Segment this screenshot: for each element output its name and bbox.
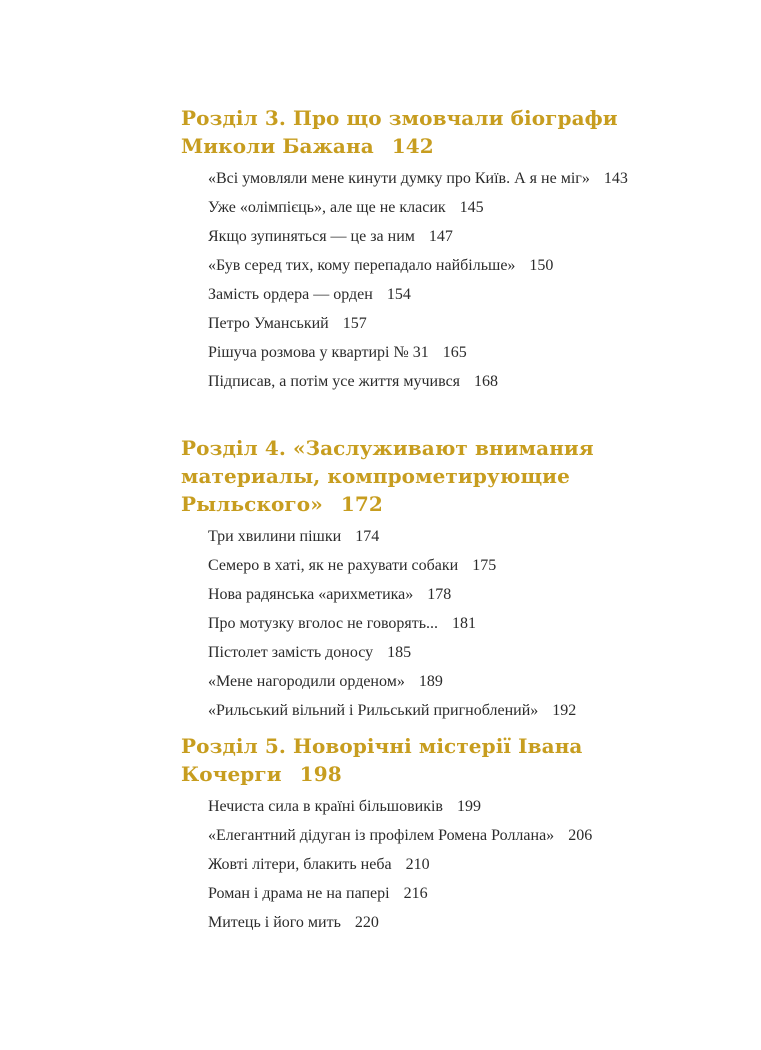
chapter-page-number: 142 (391, 134, 434, 158)
entry-page-number: 174 (355, 528, 380, 545)
toc-entry[interactable] (208, 166, 701, 191)
chapter-title: Розділ 5. Новорічні містерії Івана Кочерги (181, 734, 583, 786)
toc-entry[interactable] (208, 369, 701, 394)
section-list (181, 794, 701, 935)
toc-entry[interactable] (208, 698, 701, 723)
entry-title: Роман і драма не на папері (208, 885, 390, 902)
entry-page-number: 178 (427, 586, 452, 603)
chapter-page-number: 172 (340, 492, 383, 516)
toc-entry[interactable] (208, 582, 701, 607)
toc-entry[interactable] (208, 253, 701, 278)
entry-title: Петро Уманський (208, 315, 329, 332)
entry-title: «Всі умовляли мене кинути думку про Київ. А я не міг» (208, 170, 590, 187)
entry-title: Нова радянська «арихметика» (208, 586, 414, 603)
entry-page-number: 181 (452, 615, 477, 632)
toc-entry[interactable] (208, 524, 701, 549)
entry-title: Замість ордера — орден (208, 286, 373, 303)
entry-title: «Мене нагородили орденом» (208, 673, 405, 690)
toc-entry[interactable] (208, 611, 701, 636)
toc-entry[interactable] (208, 794, 701, 819)
entry-page-number: 210 (405, 856, 430, 873)
entry-page-number: 216 (403, 885, 428, 902)
chapter-title: Розділ 4. «Заслуживают внимания материалы, компрометирующие Рыльского» (181, 436, 594, 516)
entry-title: Нечиста сила в країні більшовиків (208, 798, 443, 815)
section-list (181, 524, 701, 723)
entry-page-number: 206 (568, 827, 593, 844)
toc-entry[interactable] (208, 852, 701, 877)
chapter-page-number: 198 (299, 762, 342, 786)
section-list (181, 166, 701, 394)
entry-page-number: 143 (603, 170, 628, 187)
entry-page-number: 175 (472, 557, 497, 574)
entry-title: Уже «олімпієць», але ще не класик (208, 199, 446, 216)
entry-page-number: 150 (529, 257, 554, 274)
entry-title: Три хвилини пішки (208, 528, 342, 545)
table-of-contents (181, 104, 701, 939)
entry-page-number: 220 (354, 914, 379, 931)
chapter-4 (181, 434, 701, 732)
entry-title: «Елегантний дідуган із профілем Ромена Роллана» (208, 827, 555, 844)
entry-page-number: 154 (386, 286, 411, 303)
toc-entry[interactable] (208, 669, 701, 694)
entry-page-number: 147 (428, 228, 453, 245)
entry-title: Рішуча розмова у квартирі № 31 (208, 344, 429, 361)
toc-entry[interactable] (208, 910, 701, 935)
entry-title: Митець і його мить (208, 914, 341, 931)
entry-page-number: 145 (459, 199, 484, 216)
toc-entry[interactable] (208, 881, 701, 906)
entry-title: «Рильський вільний і Рильський пригноблений» (208, 702, 539, 719)
toc-entry[interactable] (208, 282, 701, 307)
toc-entry[interactable] (208, 640, 701, 665)
toc-entry[interactable] (208, 823, 701, 848)
entry-title: Пістолет замість доносу (208, 644, 374, 661)
entry-page-number: 192 (552, 702, 577, 719)
toc-entry[interactable] (208, 195, 701, 220)
entry-page-number: 168 (474, 373, 499, 390)
entry-title: Семеро в хаті, як не рахувати собаки (208, 557, 459, 574)
toc-entry[interactable] (208, 311, 701, 336)
entry-title: Якщо зупиняться — це за ним (208, 228, 415, 245)
entry-title: Підписав, а потім усе життя мучився (208, 373, 461, 390)
entry-page-number: 165 (442, 344, 467, 361)
entry-title: Жовті літери, блакить неба (208, 856, 392, 873)
chapter-5 (181, 732, 701, 935)
toc-entry[interactable] (208, 340, 701, 365)
chapter-heading[interactable] (181, 104, 701, 160)
chapter-3 (181, 104, 701, 434)
entry-page-number: 199 (456, 798, 481, 815)
chapter-heading[interactable] (181, 732, 701, 788)
entry-page-number: 185 (387, 644, 412, 661)
chapter-title: Розділ 3. Про що змовчали біографи Миколи Бажана (181, 106, 618, 158)
entry-title: Про мотузку вголос не говорять... (208, 615, 439, 632)
entry-page-number: 157 (342, 315, 367, 332)
chapter-heading[interactable] (181, 434, 701, 518)
entry-title: «Був серед тих, кому перепадало найбільше» (208, 257, 516, 274)
toc-entry[interactable] (208, 553, 701, 578)
toc-entry[interactable] (208, 224, 701, 249)
entry-page-number: 189 (418, 673, 443, 690)
